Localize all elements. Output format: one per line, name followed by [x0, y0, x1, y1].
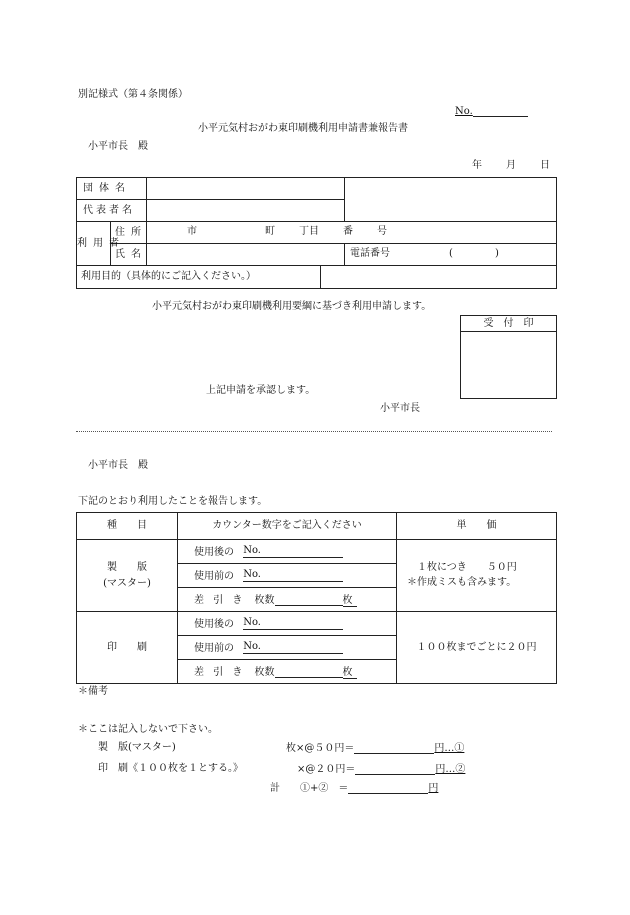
representative-label: 代表者名 [77, 200, 147, 222]
form-label: 別記様式（第４条関係） [78, 89, 188, 100]
plate-before-label: 使用前の [194, 570, 234, 582]
form-number [455, 106, 528, 117]
address-label: 住所 [111, 222, 147, 244]
print-after-label: 使用後の [194, 618, 234, 630]
print-after-field[interactable]: No. [243, 618, 343, 630]
approval-statement: 上記申請を承認します。 [206, 385, 316, 396]
plate-type-cell [77, 540, 178, 612]
address-chome: 丁目 [299, 226, 319, 237]
no-label: No. [455, 106, 473, 117]
office-print-calc [297, 764, 465, 775]
reception-stamp-box [460, 315, 557, 399]
header-blank-cell [345, 178, 557, 222]
plate-before-field[interactable]: No. [243, 570, 343, 582]
application-table [76, 177, 557, 289]
reception-label: 受 付 印 [461, 316, 556, 332]
purpose-label: 利用目的（具体的にご記入ください。） [77, 266, 321, 289]
office-plate-label: 製 版(マスター) [98, 742, 176, 753]
office-plate-unit: 円…① [434, 743, 465, 754]
office-plate-calc [286, 743, 464, 754]
report-intro: 下記のとおり利用したことを報告します。 [78, 496, 268, 507]
col-header-price: 単 価 [397, 513, 557, 540]
col-header-counter: カウンター数字をご記入ください [178, 513, 397, 540]
office-total [270, 783, 438, 794]
phone-field[interactable] [345, 244, 557, 266]
print-sheet-unit: 枚 [343, 667, 357, 679]
print-diff-row [178, 660, 397, 684]
office-use-note: ＊ここは記入しないで下さい。 [78, 724, 218, 735]
office-print-label: 印 刷《１００枚を１とする。》 [98, 763, 243, 774]
print-type-cell [77, 612, 178, 684]
phone-label: 電話番号 [350, 248, 390, 259]
print-diff-label: 差 引 き [194, 666, 246, 678]
cut-line [76, 431, 552, 432]
org-name-field[interactable] [147, 178, 345, 200]
office-print-amount-field[interactable] [355, 764, 435, 775]
report-addressee: 小平市長 殿 [88, 460, 148, 471]
no-field[interactable] [473, 106, 528, 117]
application-statement: 小平元気村おがわ東印刷機利用要綱に基づき利用申請します。 [152, 301, 432, 312]
print-before-field[interactable]: No. [243, 642, 343, 654]
col-header-type: 種 目 [77, 513, 178, 540]
print-label: 印 刷 [107, 641, 147, 653]
print-before-label: 使用前の [194, 642, 234, 654]
plate-label: 製 版 [107, 561, 147, 573]
phone-open-paren: ( [449, 248, 453, 259]
plate-after-field[interactable]: No. [243, 546, 343, 558]
plate-count-label: 枚数 [254, 594, 275, 606]
print-count-label: 枚数 [254, 666, 275, 678]
plate-price-cell [397, 540, 557, 612]
plate-sublabel: (マスター) [103, 577, 151, 589]
plate-price-line2: ＊作成ミスも含みます。 [407, 577, 517, 588]
address-town: 町 [265, 226, 275, 237]
office-total-unit: 円 [428, 783, 439, 794]
org-name-label: 団体名 [77, 178, 147, 200]
print-after-row [178, 612, 397, 636]
name-field[interactable] [147, 244, 345, 266]
report-table [76, 512, 557, 684]
representative-field[interactable] [147, 200, 345, 222]
remarks-label: ＊備考 [78, 686, 108, 697]
office-plate-amount-field[interactable] [354, 743, 434, 754]
print-count-field[interactable] [275, 666, 343, 678]
plate-sheet-unit: 枚 [343, 595, 357, 607]
name-label: 氏名 [111, 244, 147, 266]
office-total-label: 計 ①+② ＝ [270, 783, 349, 794]
plate-diff-label: 差 引 き [194, 594, 246, 606]
date-day: 日 [540, 160, 550, 171]
address-city: 市 [187, 226, 197, 237]
plate-price-line1: １枚につき ５０円 [417, 562, 517, 573]
plate-before-row [178, 564, 397, 588]
plate-diff-row [178, 588, 397, 612]
print-price: １００枚までごとに２０円 [416, 641, 537, 653]
office-total-amount-field[interactable] [348, 783, 428, 794]
date-year: 年 [472, 160, 482, 171]
purpose-field[interactable] [321, 266, 557, 289]
date-month: 月 [506, 160, 516, 171]
addressee: 小平市長 殿 [88, 141, 148, 152]
address-go: 号 [377, 226, 387, 237]
form-title: 小平元気村おがわ東印刷機利用申請書兼報告書 [198, 123, 408, 134]
plate-after-label: 使用後の [194, 546, 234, 558]
address-ban: 番 [343, 226, 353, 237]
office-print-calc-text: ×@２０円＝ [297, 764, 356, 775]
print-before-row [178, 636, 397, 660]
phone-close-paren: ) [495, 248, 499, 259]
office-plate-calc-text: 枚×@５０円＝ [286, 743, 355, 754]
user-label: 利用者 [77, 222, 111, 266]
office-print-unit: 円…② [435, 764, 466, 775]
approver: 小平市長 [380, 403, 420, 414]
address-field[interactable] [147, 222, 557, 244]
plate-after-row [178, 540, 397, 564]
plate-count-field[interactable] [275, 594, 343, 606]
print-price-cell [397, 612, 557, 684]
